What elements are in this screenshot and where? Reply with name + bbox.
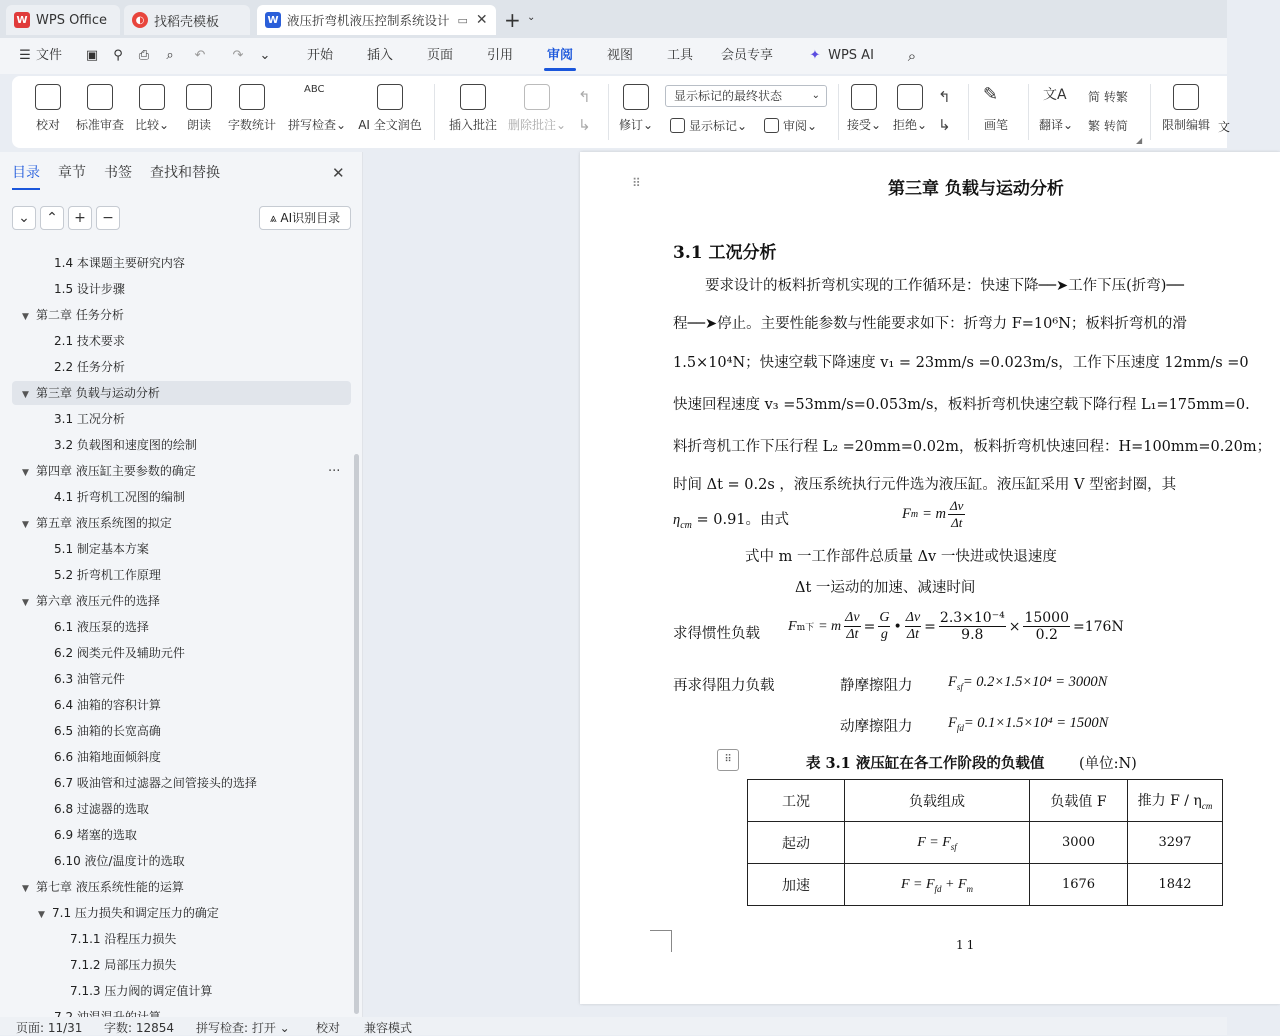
toc-item[interactable] xyxy=(12,875,184,899)
paragraph-line: 要求设计的板料折弯机实现的工作循环是：快速下降──➤工作下压(折弯)── xyxy=(705,278,1184,294)
to-simplified-label: 繁 转简 xyxy=(1088,119,1128,133)
toc-item[interactable] xyxy=(12,719,161,743)
reject-label: 拒绝⌄ xyxy=(892,118,928,132)
review-pane-button[interactable]: 审阅 ⌄ xyxy=(764,117,817,134)
toc-item[interactable] xyxy=(12,563,161,587)
translate-icon: 文A xyxy=(1043,87,1067,103)
ai-toc-icon: ⩓ xyxy=(269,211,277,225)
toc-item[interactable] xyxy=(12,771,257,795)
expand-caret-icon[interactable]: ▼ xyxy=(22,312,29,322)
monitor-icon[interactable]: ▭ xyxy=(457,13,468,27)
close-pane-icon[interactable]: ✕ xyxy=(332,164,345,182)
toc-item[interactable] xyxy=(12,355,125,379)
toc-item-label: 7.1 压力损失和调定压力的确定 xyxy=(52,906,219,920)
comment-delete-icon xyxy=(524,84,550,110)
compare-button[interactable] xyxy=(134,76,170,148)
collapse-up-icon[interactable]: ⌃ xyxy=(40,206,64,230)
toc-scrollbar[interactable] xyxy=(354,454,359,1014)
menu-bar xyxy=(0,38,1227,74)
toc-item[interactable] xyxy=(12,537,149,561)
tab-wps-office[interactable] xyxy=(6,5,120,35)
standard-review-label: 标准审查 xyxy=(75,118,124,132)
efficiency-line xyxy=(673,508,789,531)
proof-icon xyxy=(35,84,61,110)
expand-caret-icon[interactable]: ▼ xyxy=(22,520,29,530)
formula-inertia-general: F m = m Δv Δt xyxy=(902,498,964,530)
restrict-edit-label: 限制编辑 xyxy=(1161,118,1210,132)
toc-item[interactable] xyxy=(12,407,125,431)
next-comment-icon[interactable]: ↳ xyxy=(578,116,591,134)
toc-item[interactable] xyxy=(12,797,149,821)
word-count-icon xyxy=(239,84,265,110)
lock-document-icon xyxy=(1173,84,1199,110)
navigation-pane xyxy=(0,152,363,1017)
tab-document[interactable] xyxy=(257,5,496,35)
static-friction-formula: $F_{sf}= 0.2\times 1.5\times 10^4 = 3000N$ xyxy=(948,674,1108,692)
expand-caret-icon[interactable]: ▼ xyxy=(38,910,45,920)
spell-check-button[interactable] xyxy=(286,76,348,148)
eta-symbol: η xyxy=(673,512,681,528)
toc-item[interactable] xyxy=(12,823,137,847)
menu-view[interactable]: 视图 xyxy=(606,48,633,63)
revise-label: 修订⌄ xyxy=(618,118,654,132)
toc-item-label: 第四章 液压缸主要参数的确定 xyxy=(36,464,196,478)
insert-comment-label: 插入批注 xyxy=(448,118,497,132)
static-friction-label: 静摩擦阻力 xyxy=(840,678,913,694)
markup-mode-value: 显示标记的最终状态 xyxy=(674,89,783,103)
paragraph-line: 快速回程速度 v₃ =53mm/s=0.053m/s，板料折弯机快速空载下降行程 L₁=175mm=0. xyxy=(673,397,1250,413)
toc-item-label: 第五章 液压系统图的拟定 xyxy=(36,516,172,530)
redo-icon[interactable]: ↷ xyxy=(232,48,244,63)
expand-caret-icon[interactable]: ▼ xyxy=(22,468,29,478)
document-check-icon xyxy=(87,84,113,110)
ai-polish-button[interactable] xyxy=(356,76,424,148)
expand-caret-icon[interactable]: ▼ xyxy=(22,390,29,400)
toc-item-label: 6.1 液压泵的选择 xyxy=(54,620,149,634)
markup-mode-select[interactable] xyxy=(665,85,827,107)
spell-check-label: 拼写检查⌄ xyxy=(287,118,347,132)
menu-review[interactable]: 审阅 xyxy=(540,38,580,74)
toc-item-label: 6.3 油管元件 xyxy=(54,672,125,686)
pen-label: 画笔 xyxy=(983,118,1008,132)
toc-item[interactable] xyxy=(12,459,196,483)
toc-item-label: 第二章 任务分析 xyxy=(36,308,124,322)
expand-caret-icon[interactable]: ▼ xyxy=(22,884,29,894)
toc-item[interactable] xyxy=(12,433,197,457)
toc-item-label: 2.2 任务分析 xyxy=(54,360,125,374)
toc-item[interactable] xyxy=(12,641,185,665)
toc-item-label: 第七章 液压系统性能的运算 xyxy=(36,880,184,894)
toc-item-label: 7.1.3 压力阀的调定值计算 xyxy=(70,984,213,998)
prev-comment-icon[interactable]: ↰ xyxy=(578,88,591,106)
section-title: 3.1 工况分析 xyxy=(673,243,777,263)
expand-caret-icon[interactable]: ▼ xyxy=(22,598,29,608)
search-icon[interactable]: ⌕ xyxy=(907,47,917,65)
toc-item[interactable] xyxy=(12,901,219,925)
toc-item[interactable] xyxy=(12,485,185,509)
insert-comment-button[interactable] xyxy=(446,76,500,148)
ai-toc-label: AI识别目录 xyxy=(280,211,341,225)
toc-item[interactable] xyxy=(12,381,351,405)
tab-find-replace[interactable]: 查找和替换 xyxy=(150,165,220,181)
paragraph-line: 1.5×10⁴N；快速空载下降速度 v₁ = 23mm/s =0.023m/s，工作下压速度 12mm/s =0 xyxy=(673,355,1249,371)
toc-item[interactable] xyxy=(12,303,124,327)
ribbon-expand-icon[interactable]: ◢ xyxy=(1136,136,1143,145)
toc-item-label: 5.2 折弯机工作原理 xyxy=(54,568,161,582)
accept-icon xyxy=(851,84,877,110)
toc-item-label: 6.9 堵塞的选取 xyxy=(54,828,137,842)
comment-add-icon xyxy=(460,84,486,110)
save-icon[interactable]: ▣ xyxy=(85,48,99,63)
ribbon-divider xyxy=(968,84,969,140)
toc-item[interactable] xyxy=(12,927,176,951)
toc-item-label: 6.10 液位/温度计的选取 xyxy=(54,854,185,868)
word-count-button[interactable] xyxy=(224,76,280,148)
page-margin-mark xyxy=(650,930,672,952)
tab-label: 液压折弯机液压控制系统设计 xyxy=(287,13,450,28)
to-simplified-button[interactable] xyxy=(1088,117,1128,134)
toc-item-label: 1.5 设计步骤 xyxy=(54,282,125,296)
table-header-cell: 推力 F / $\eta_{cm}$ xyxy=(1128,780,1223,822)
new-tab-icon[interactable]: + xyxy=(504,8,521,32)
wps-ai-icon: ✦ xyxy=(809,48,821,63)
read-aloud-label: 朗读 xyxy=(186,118,211,132)
ribbon-divider xyxy=(838,84,839,140)
add-heading-icon[interactable]: + xyxy=(68,206,92,230)
ribbon-divider xyxy=(1150,84,1151,140)
collapse-down-icon[interactable]: ⌄ xyxy=(12,206,36,230)
toc-item[interactable] xyxy=(12,953,176,977)
proof-button[interactable] xyxy=(30,76,66,148)
compat-mode: 兼容模式 xyxy=(364,1021,413,1035)
toc-item[interactable] xyxy=(12,511,172,535)
to-traditional-label: 简 转繁 xyxy=(1088,90,1128,104)
table-row xyxy=(748,864,1223,906)
read-aloud-icon xyxy=(186,84,212,110)
proof-status[interactable]: 校对 xyxy=(316,1021,341,1035)
table-cell: $F = F_{fd} + F_m$ xyxy=(845,864,1030,906)
spell-check-icon: ABC xyxy=(304,84,325,95)
share-icon[interactable]: ⚲ xyxy=(113,48,123,63)
toc-item-label: 6.2 阀类元件及辅助元件 xyxy=(54,646,185,660)
pen-icon: ✎ xyxy=(983,84,999,105)
chapter-title: 第三章 负载与运动分析 xyxy=(888,179,1064,199)
inertia-label: 求得惯性负载 xyxy=(673,626,760,642)
pen-button[interactable] xyxy=(976,76,1016,148)
table-cell: 加速 xyxy=(748,864,845,906)
remove-heading-icon[interactable]: − xyxy=(96,206,120,230)
word-count-label: 字数统计 xyxy=(227,118,276,132)
dynamic-friction-label: 动摩擦阻力 xyxy=(840,719,913,735)
toc-item-label: 6.8 过滤器的选取 xyxy=(54,802,149,816)
tab-list-chevron-icon[interactable]: ⌄ xyxy=(527,12,536,23)
table-cell: $F = F_{sf}$ xyxy=(845,822,1030,864)
menu-home[interactable]: 开始 xyxy=(306,48,333,63)
ribbon-divider xyxy=(434,84,435,140)
show-markup-icon xyxy=(670,118,685,133)
friction-label: 再求得阻力负载 xyxy=(673,678,775,694)
paragraph-line: 时间 Δt = 0.2s ，液压系统执行元件选为液压缸。液压缸采用 V 型密封圈，其 xyxy=(673,477,1177,493)
toc-item[interactable] xyxy=(12,667,125,691)
toc-item-label: 第三章 负载与运动分析 xyxy=(36,386,160,400)
toc-item[interactable] xyxy=(12,251,185,275)
tab-bookmarks[interactable]: 书签 xyxy=(104,165,132,181)
toc-item-label: 6.5 油箱的长宽高确 xyxy=(54,724,161,738)
document-page[interactable] xyxy=(580,152,1280,1004)
eta-subscript: cm xyxy=(680,519,692,531)
table-header-row xyxy=(748,780,1223,822)
accept-label: 接受⌄ xyxy=(846,118,882,132)
table-header-cell: 工况 xyxy=(748,780,845,822)
toc-item[interactable] xyxy=(12,693,161,717)
table-cell: 3000 xyxy=(1030,822,1128,864)
close-tab-icon[interactable]: ✕ xyxy=(475,12,488,28)
spell-check-status[interactable]: 拼写检查: 打开 ⌄ xyxy=(196,1021,290,1035)
show-markup-button[interactable]: 显示标记 ⌄ xyxy=(670,117,747,134)
toc-item-label: 3.2 负载图和速度图的绘制 xyxy=(54,438,197,452)
proof-label: 校对 xyxy=(35,118,60,132)
ribbon-divider xyxy=(608,84,609,140)
table-header-cell: 负载值 F xyxy=(1030,780,1128,822)
next-change-icon[interactable]: ↳ xyxy=(938,116,951,134)
accept-button[interactable] xyxy=(844,76,884,148)
toc-item-label: 4.1 折弯机工况图的编制 xyxy=(54,490,185,504)
table-header-cell: 负载组成 xyxy=(845,780,1030,822)
ribbon-divider xyxy=(1028,84,1029,140)
page-number: 11 xyxy=(956,938,978,952)
toc-item-label: 1.4 本课题主要研究内容 xyxy=(54,256,185,270)
cut-off-label: 文 xyxy=(1218,120,1231,134)
print-icon[interactable]: ⎙ xyxy=(138,48,150,63)
toc-item-label: 第六章 液压元件的选择 xyxy=(36,594,160,608)
ai-toc-button[interactable] xyxy=(259,206,351,230)
where-line-2: Δt 一运动的加速、减速时间 xyxy=(795,580,976,596)
tab-label: WPS Office xyxy=(36,12,108,28)
word-count[interactable]: 字数: 12854 xyxy=(104,1021,175,1035)
toc-item-label: 2.1 技术要求 xyxy=(54,334,125,348)
delete-comment-label: 删除批注⌄ xyxy=(507,118,567,132)
toc-item-label: 7.1.1 沿程压力损失 xyxy=(70,932,177,946)
load-table xyxy=(747,779,1223,906)
menu-member[interactable]: 会员专享 xyxy=(720,48,773,63)
translate-label: 翻译⌄ xyxy=(1038,118,1074,132)
table-handle-icon[interactable]: ⠿ xyxy=(717,749,739,771)
magic-wand-icon xyxy=(377,84,403,110)
toc-item-label: 5.1 制定基本方案 xyxy=(54,542,149,556)
where-line: 式中 m 一工作部件总质量 Δv 一快进或快退速度 xyxy=(745,549,1057,565)
review-ribbon xyxy=(12,76,1231,148)
show-markup-label: 显示标记 xyxy=(689,119,738,133)
formula-inertia: F m下 = m $\frac{\Delta v}{\Delta t}$ = $\frac{G}{g}$ • $\frac{\Delta v}{\Delta t}$ = $\frac{\text{2.3×10⁻⁴}}{9.8}$ × $\frac{15000}{0.2}$ =176N xyxy=(788,610,1124,643)
read-aloud-button[interactable] xyxy=(182,76,216,148)
menu-tools[interactable]: 工具 xyxy=(666,48,693,63)
word-doc-icon: W xyxy=(265,12,281,28)
restrict-edit-button[interactable] xyxy=(1158,76,1214,148)
paragraph-line: 程──➤停止。主要性能参数与性能要求如下：折弯力 F=10⁶N；板料折弯机的滑 xyxy=(673,316,1187,332)
document-area xyxy=(364,152,1272,1017)
tab-bar xyxy=(0,0,1227,38)
tab-label: 找稻壳模板 xyxy=(154,14,220,30)
table-cell: 3297 xyxy=(1128,822,1223,864)
reject-icon xyxy=(897,84,923,110)
ai-polish-label: AI 全文润色 xyxy=(358,118,422,132)
menu-reference[interactable]: 引用 xyxy=(486,48,513,63)
toc-item-label: 6.7 吸油管和过滤器之间管接头的选择 xyxy=(54,776,257,790)
status-bar xyxy=(0,1017,1227,1035)
review-pane-label: 审阅 xyxy=(783,119,808,133)
revise-button[interactable] xyxy=(616,76,656,148)
compare-label: 比较⌄ xyxy=(134,118,170,132)
toc-item[interactable] xyxy=(12,745,161,769)
toc-item-label: 7.1.2 局部压力损失 xyxy=(70,958,177,972)
toc-item-label: 6.4 油箱的容积计算 xyxy=(54,698,161,712)
efficiency-text: = 0.91。由式 xyxy=(691,512,790,528)
chevron-down-icon: ⌄ xyxy=(811,90,820,101)
tab-chapters[interactable]: 章节 xyxy=(58,165,86,181)
toc-item-label: 6.6 油箱地面倾斜度 xyxy=(54,750,161,764)
more-options-icon[interactable]: ··· xyxy=(328,464,341,479)
menu-insert[interactable]: 插入 xyxy=(366,48,393,63)
print-preview-icon[interactable]: ⌕ xyxy=(166,48,174,63)
toc-item-label: 3.1 工况分析 xyxy=(54,412,125,426)
toc-item[interactable] xyxy=(12,589,160,613)
undo-icon[interactable]: ↶ xyxy=(194,48,206,63)
page-indicator[interactable]: 页面: 11/31 xyxy=(16,1021,83,1035)
toc-item[interactable] xyxy=(12,849,185,873)
menu-page[interactable]: 页面 xyxy=(426,48,453,63)
menu-file[interactable]: 文件 xyxy=(35,48,62,63)
hamburger-menu-icon[interactable]: ☰ xyxy=(19,48,31,63)
toc-item[interactable] xyxy=(12,277,125,301)
paragraph-line: 料折弯机工作下压行程 L₂ =20mm=0.02m，板料折弯机快速回程：H=100mm=0.20m； xyxy=(673,439,1272,455)
tab-toc[interactable]: 目录 xyxy=(12,162,40,182)
table-cell: 1676 xyxy=(1030,864,1128,906)
dynamic-friction-formula: $F_{fd}= 0.1\times 1.5\times 10^4 = 1500N$ xyxy=(948,715,1109,733)
table-cell: 起动 xyxy=(748,822,845,864)
delete-comment-button[interactable] xyxy=(506,76,568,148)
toc-item[interactable] xyxy=(12,329,125,353)
track-changes-icon xyxy=(623,84,649,110)
review-pane-icon xyxy=(764,118,779,133)
toc-item[interactable] xyxy=(12,615,149,639)
docer-icon: ◐ xyxy=(132,12,148,28)
table-row xyxy=(748,822,1223,864)
translate-button[interactable] xyxy=(1036,76,1076,148)
quick-access-chevron-icon[interactable]: ⌄ xyxy=(259,48,271,63)
drag-handle-icon[interactable]: ⠿ xyxy=(632,176,641,190)
tab-docer[interactable] xyxy=(124,5,250,35)
toc-item[interactable] xyxy=(12,979,212,1003)
standard-review-button[interactable] xyxy=(74,76,126,148)
table-cell: 1842 xyxy=(1128,864,1223,906)
reject-button[interactable] xyxy=(890,76,930,148)
to-traditional-button[interactable] xyxy=(1088,88,1128,105)
prev-change-icon[interactable]: ↰ xyxy=(938,88,951,106)
wps-logo-icon: W xyxy=(14,12,30,28)
menu-wps-ai[interactable]: WPS AI xyxy=(828,48,874,63)
table-caption: 表 3.1 液压缸在各工作阶段的负载值 (单位:N) xyxy=(806,755,1137,772)
compare-icon xyxy=(139,84,165,110)
